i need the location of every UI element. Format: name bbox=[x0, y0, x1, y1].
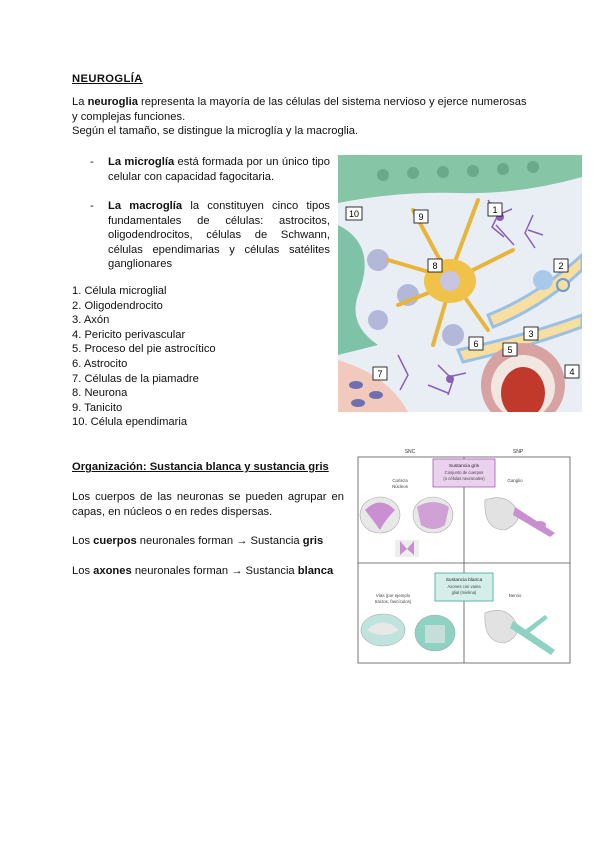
list-item: 7. Células de la piamadre bbox=[72, 372, 199, 385]
white-box-title: Sustancia blanca bbox=[445, 578, 483, 583]
bullet-macroglia: - La macroglía la constituyen cinco tipos fundamentales de células: astrocitos, oligodendrocitos, células de Schwann, células ependimarias y células satélites ganglionares bbox=[90, 200, 331, 271]
list-item: 4. Pericito perivascular bbox=[72, 328, 186, 341]
list-item: 5. Proceso del pie astrocítico bbox=[72, 343, 216, 356]
white-left-label1: Vías (por ejemplo bbox=[375, 593, 411, 598]
cell-types-list bbox=[72, 284, 216, 430]
list-item: 2. Oligodendrocito bbox=[72, 299, 163, 312]
list-item: 9. Tanicito bbox=[72, 401, 123, 414]
gray-box-sub2: (o células neuronales) bbox=[443, 476, 485, 481]
list-item: 1. Célula microglial bbox=[72, 285, 167, 297]
gray-left-label1: Corteza bbox=[392, 478, 408, 483]
intro-section bbox=[72, 95, 532, 139]
intro-paragraph-2: Según el tamaño, se distingue la microglía y la macroglia. bbox=[72, 125, 359, 138]
organization-paragraph: Los cuerpos de las neuronas se pueden agrupar en capas, en núcleos o en redes dispersas. bbox=[72, 491, 344, 518]
list-item: 8. Neurona bbox=[72, 387, 128, 400]
label-3: 3 bbox=[528, 329, 534, 339]
list-item: 10. Célula ependimaria bbox=[72, 416, 188, 429]
neuroglia-illustration bbox=[338, 155, 582, 412]
white-box-sub1: Axones con vaina bbox=[447, 584, 481, 589]
label-4: 4 bbox=[569, 367, 575, 377]
bullet-microglia: - La microglía está formada por un único tipo celular con capacidad fagocitaria. bbox=[90, 156, 330, 183]
white-left-label2: tractos, fascículos) bbox=[374, 599, 412, 604]
label-2: 2 bbox=[558, 261, 564, 271]
gray-white-matter-figure bbox=[355, 445, 573, 665]
list-item: 6. Astrocito bbox=[72, 357, 128, 370]
column-snc: SNC bbox=[404, 449, 416, 455]
label-7: 7 bbox=[377, 369, 383, 379]
list-item: 3. Axón bbox=[72, 314, 110, 327]
white-box-sub2: glial (mielina) bbox=[451, 590, 477, 595]
gray-right-label: Ganglio bbox=[507, 478, 523, 483]
label-6: 6 bbox=[473, 339, 479, 349]
label-8: 8 bbox=[432, 261, 438, 271]
intro-paragraph-1: La neuroglia representa la mayoría de las células del sistema nervioso y ejerce numerosas y complejas funciones. bbox=[72, 96, 527, 123]
gray-matter-line: Los cuerpos neuronales forman → Sustancia gris bbox=[72, 535, 324, 547]
label-9: 9 bbox=[418, 212, 424, 222]
label-1: 1 bbox=[492, 205, 498, 215]
white-right-label: Nervio bbox=[508, 593, 522, 598]
gray-box-title: Sustancia gris bbox=[448, 464, 480, 469]
column-snp: SNP bbox=[512, 449, 524, 455]
label-5: 5 bbox=[507, 345, 513, 355]
page-title: NEUROGLÍA bbox=[72, 73, 143, 85]
keyword-neuroglia: neuroglia bbox=[87, 96, 138, 108]
label-10: 10 bbox=[348, 209, 360, 219]
gray-box-sub1: Conjunto de cuerpos bbox=[444, 470, 484, 475]
white-matter-line: Los axones neuronales forman → Sustancia blanca bbox=[72, 565, 334, 577]
section-heading-organization: Organización: Sustancia blanca y sustancia gris bbox=[72, 461, 329, 473]
gray-left-label2: Núcleos bbox=[392, 484, 408, 489]
